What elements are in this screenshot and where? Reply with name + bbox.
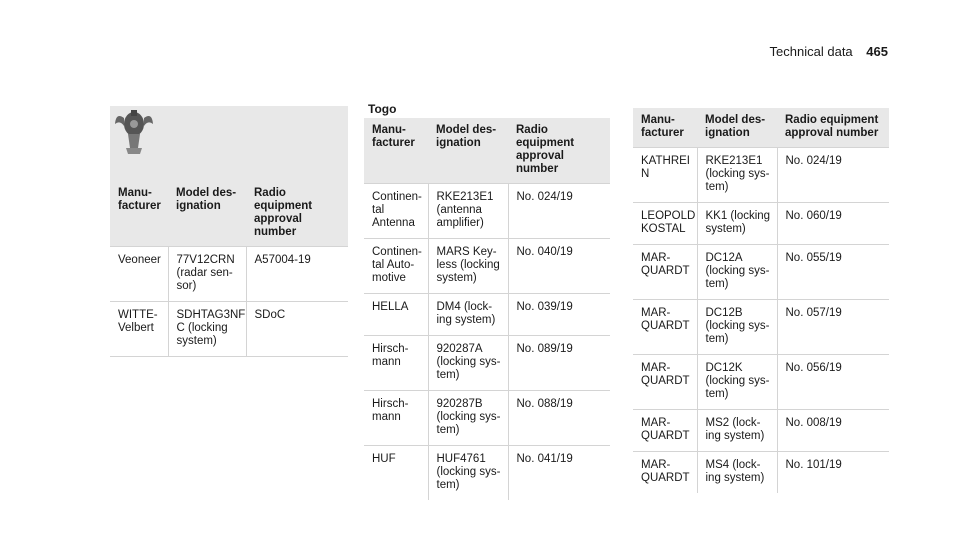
cell-model: KK1 (locking system) xyxy=(697,203,777,245)
table-row xyxy=(110,247,348,302)
page-number: 465 xyxy=(866,44,888,59)
cell-approval: No. 088/19 xyxy=(508,391,610,446)
cell-model: DC12B (locking sys- tem) xyxy=(697,300,777,355)
cell-model: MS4 (lock- ing system) xyxy=(697,452,777,494)
cell-model: 920287B (locking sys- tem) xyxy=(428,391,508,446)
table-row xyxy=(633,245,889,300)
table-row xyxy=(633,355,889,410)
cell-approval: No. 041/19 xyxy=(508,446,610,501)
emblem-row xyxy=(110,106,348,183)
cell-manufacturer: Hirsch- mann xyxy=(364,336,428,391)
radio-approval-table-3 xyxy=(633,108,889,493)
section-title: Technical data xyxy=(769,44,853,59)
cell-approval: No. 056/19 xyxy=(777,355,889,410)
radio-approval-table-1 xyxy=(110,106,348,357)
cell-approval: No. 008/19 xyxy=(777,410,889,452)
table-header-row xyxy=(633,108,889,148)
cell-approval: No. 060/19 xyxy=(777,203,889,245)
cell-approval: No. 040/19 xyxy=(508,239,610,294)
cell-manufacturer: Veoneer xyxy=(110,247,168,302)
col-header-manufacturer: Manu- facturer xyxy=(633,108,697,148)
cell-manufacturer: HUF xyxy=(364,446,428,501)
table-row xyxy=(633,148,889,203)
table-row xyxy=(633,203,889,245)
page-header xyxy=(770,44,888,59)
col-header-manufacturer: Manu- facturer xyxy=(364,118,428,184)
cell-approval: A57004-19 xyxy=(246,247,348,302)
table-row xyxy=(364,294,610,336)
cell-model: DM4 (lock- ing system) xyxy=(428,294,508,336)
cell-manufacturer: Hirsch- mann xyxy=(364,391,428,446)
cell-manufacturer: MAR- QUARDT xyxy=(633,452,697,494)
table-row xyxy=(633,452,889,494)
cell-approval: No. 101/19 xyxy=(777,452,889,494)
table-row xyxy=(633,410,889,452)
cell-model: SDHTAG3NF C (locking system) xyxy=(168,302,246,357)
table-header-row xyxy=(364,118,610,184)
col-header-manufacturer: Manu- facturer xyxy=(110,183,168,247)
cell-model: HUF4761 (locking sys- tem) xyxy=(428,446,508,501)
togo-heading: Togo xyxy=(368,102,397,116)
cell-manufacturer: LEOPOLD KOSTAL xyxy=(633,203,697,245)
cell-approval: No. 024/19 xyxy=(777,148,889,203)
cell-manufacturer: MAR- QUARDT xyxy=(633,355,697,410)
table-row xyxy=(364,184,610,239)
col-header-approval: Radio equipment approval number xyxy=(246,183,348,247)
table-header-row xyxy=(110,183,348,247)
cell-manufacturer: WITTE- Velbert xyxy=(110,302,168,357)
col-header-model: Model des- ignation xyxy=(428,118,508,184)
col-header-model: Model des- ignation xyxy=(168,183,246,247)
cell-approval: No. 039/19 xyxy=(508,294,610,336)
table-row xyxy=(364,239,610,294)
cell-model: 920287A (locking sys- tem) xyxy=(428,336,508,391)
cell-model: DC12A (locking sys- tem) xyxy=(697,245,777,300)
table-row xyxy=(364,391,610,446)
cell-model: DC12K (locking sys- tem) xyxy=(697,355,777,410)
table-row xyxy=(110,302,348,357)
table-row xyxy=(633,300,889,355)
table-row xyxy=(364,446,610,501)
cell-approval: SDoC xyxy=(246,302,348,357)
col-header-approval: Radio equipment approval number xyxy=(508,118,610,184)
cell-manufacturer: KATHREI N xyxy=(633,148,697,203)
col-header-model: Model des- ignation xyxy=(697,108,777,148)
cell-manufacturer: HELLA xyxy=(364,294,428,336)
cell-manufacturer: MAR- QUARDT xyxy=(633,300,697,355)
cell-model: MS2 (lock- ing system) xyxy=(697,410,777,452)
national-emblem-icon xyxy=(114,108,154,158)
cell-approval: No. 055/19 xyxy=(777,245,889,300)
emblem-cell xyxy=(110,106,348,183)
cell-model: RKE213E1 (antenna amplifier) xyxy=(428,184,508,239)
cell-approval: No. 057/19 xyxy=(777,300,889,355)
cell-manufacturer: Continen- tal Auto- motive xyxy=(364,239,428,294)
togo-radio-approval-table xyxy=(364,118,610,500)
table-row xyxy=(364,336,610,391)
cell-manufacturer: MAR- QUARDT xyxy=(633,410,697,452)
cell-approval: No. 024/19 xyxy=(508,184,610,239)
cell-manufacturer: Continen- tal Antenna xyxy=(364,184,428,239)
cell-approval: No. 089/19 xyxy=(508,336,610,391)
cell-model: MARS Key- less (locking system) xyxy=(428,239,508,294)
cell-manufacturer: MAR- QUARDT xyxy=(633,245,697,300)
cell-model: 77V12CRN (radar sen- sor) xyxy=(168,247,246,302)
cell-model: RKE213E1 (locking sys- tem) xyxy=(697,148,777,203)
col-header-approval: Radio equipment approval number xyxy=(777,108,889,148)
